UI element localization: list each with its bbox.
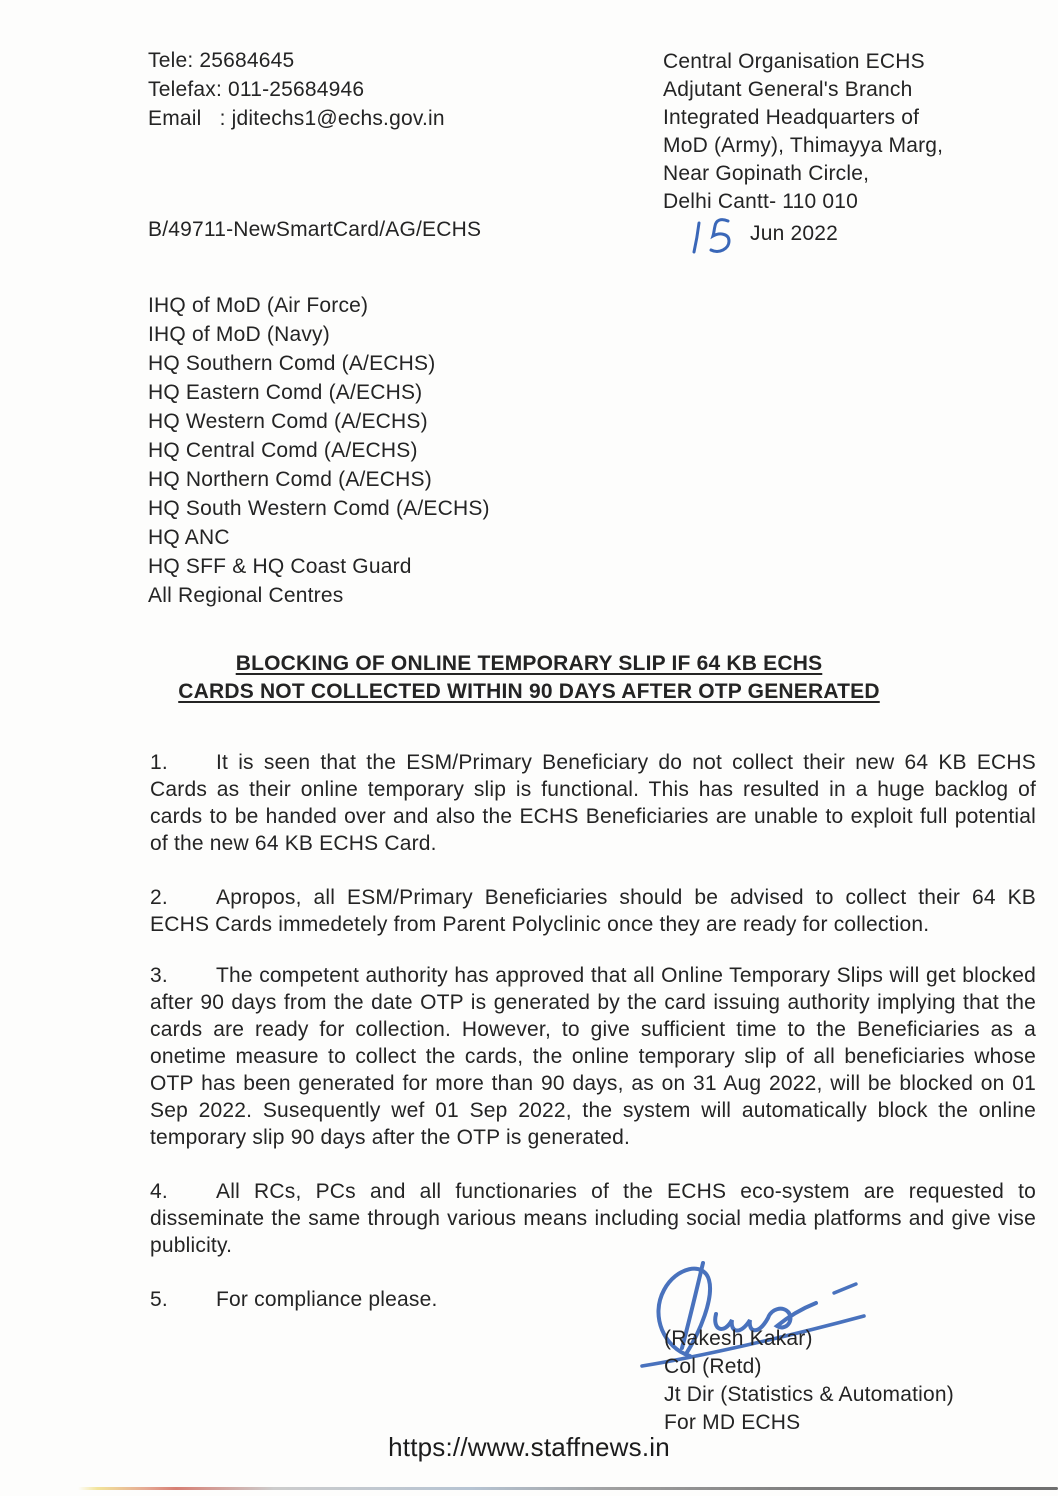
recipient-line: IHQ of MoD (Navy): [148, 323, 330, 346]
email-line: Email : jditechs1@echs.gov.in: [148, 107, 445, 130]
paragraph-text: All RCs, PCs and all functionaries of the ECHS eco-system are requested to disseminate the same through various means including social media platforms and give vise publicity.: [150, 1180, 1036, 1257]
paragraph-3: [150, 962, 1036, 1151]
scan-edge-line: [78, 1487, 1058, 1490]
org-address-line: MoD (Army), Thimayya Marg,: [663, 134, 944, 157]
paragraph-number: 4.: [150, 1180, 168, 1203]
signatory-name: (Rakesh Kakar): [664, 1327, 813, 1350]
subject-heading: [0, 650, 1058, 706]
handwritten-day-15: [688, 214, 742, 260]
paragraph-1: [150, 749, 1036, 857]
recipient-line: All Regional Centres: [148, 584, 344, 607]
recipient-line: HQ Central Comd (A/ECHS): [148, 439, 418, 462]
footer-url: https://www.staffnews.in: [388, 1432, 670, 1462]
paragraph-text: Apropos, all ESM/Primary Beneficiaries should be advised to collect their 64 KB ECHS Cards immedetely from Parent Polyclinic once they are ready for collection.: [150, 886, 1036, 936]
org-address-block: [663, 48, 943, 216]
tele-line: Tele: 25684645: [148, 49, 295, 72]
recipient-line: HQ Eastern Comd (A/ECHS): [148, 381, 423, 404]
telefax-line: Telefax: 011-25684946: [148, 78, 365, 101]
subject-line-2: CARDS NOT COLLECTED WITHIN 90 DAYS AFTER OTP GENERATED: [178, 680, 880, 703]
recipient-line: HQ Western Comd (A/ECHS): [148, 410, 428, 433]
paragraph-2: [150, 884, 1036, 938]
recipients-list: [148, 291, 490, 610]
paragraph-number: 2.: [150, 886, 168, 909]
org-address-line: Central Organisation ECHS: [663, 50, 925, 73]
recipient-line: HQ South Western Comd (A/ECHS): [148, 497, 490, 520]
org-address-line: Integrated Headquarters of: [663, 106, 920, 129]
paragraph-text: The competent authority has approved that all Online Temporary Slips will get blocked after 90 days from the date OTP is generated by the card issuing authority implying that the cards are ready for collection. However, to give sufficient time to the Beneficiaries as a onetime measure to collect the cards, the online temporary slip of all beneficiaries whose OTP has been generated for more than 90 days, as on 31 Aug 2022, will be blocked on 01 Sep 2022. Susequently wef 01 Sep 2022, the system will automatically block the online temporary slip 90 days after the OTP is generated.: [150, 964, 1036, 1149]
recipient-line: HQ Southern Comd (A/ECHS): [148, 352, 436, 375]
org-address-line: Delhi Cantt- 110 010: [663, 190, 859, 213]
paragraph-text: It is seen that the ESM/Primary Beneficiary do not collect their new 64 KB ECHS Cards as their online temporary slip is functional. This has resulted in a huge backlog of cards to be handed over and also the ECHS Beneficiaries are unable to exploit full potential of the new 64 KB ECHS Card.: [150, 751, 1036, 855]
paragraph-number: 5.: [150, 1288, 168, 1311]
signatory-designation: Jt Dir (Statistics & Automation): [664, 1383, 954, 1406]
printed-date: Jun 2022: [750, 222, 839, 245]
recipient-line: HQ ANC: [148, 526, 230, 549]
signatory-rank: Col (Retd): [664, 1355, 762, 1378]
recipient-line: IHQ of MoD (Air Force): [148, 294, 369, 317]
paragraph-number: 3.: [150, 964, 168, 987]
paragraph-text: For compliance please.: [216, 1288, 438, 1311]
subject-line-1: BLOCKING OF ONLINE TEMPORARY SLIP IF 64 KB ECHS: [235, 652, 823, 675]
org-address-line: Adjutant General's Branch: [663, 78, 913, 101]
signatory-for-line: For MD ECHS: [664, 1411, 801, 1434]
paragraph-number: 1.: [150, 751, 168, 774]
org-address-line: Near Gopinath Circle,: [663, 162, 870, 185]
reference-number: B/49711-NewSmartCard/AG/ECHS: [148, 218, 482, 241]
recipient-line: HQ Northern Comd (A/ECHS): [148, 468, 432, 491]
recipient-line: HQ SFF & HQ Coast Guard: [148, 555, 412, 578]
contact-block: [148, 46, 445, 133]
signatory-block: [664, 1325, 954, 1437]
paragraph-4: [150, 1178, 1036, 1259]
letter-body: [150, 749, 1036, 1340]
paragraph-5: [150, 1286, 1036, 1313]
